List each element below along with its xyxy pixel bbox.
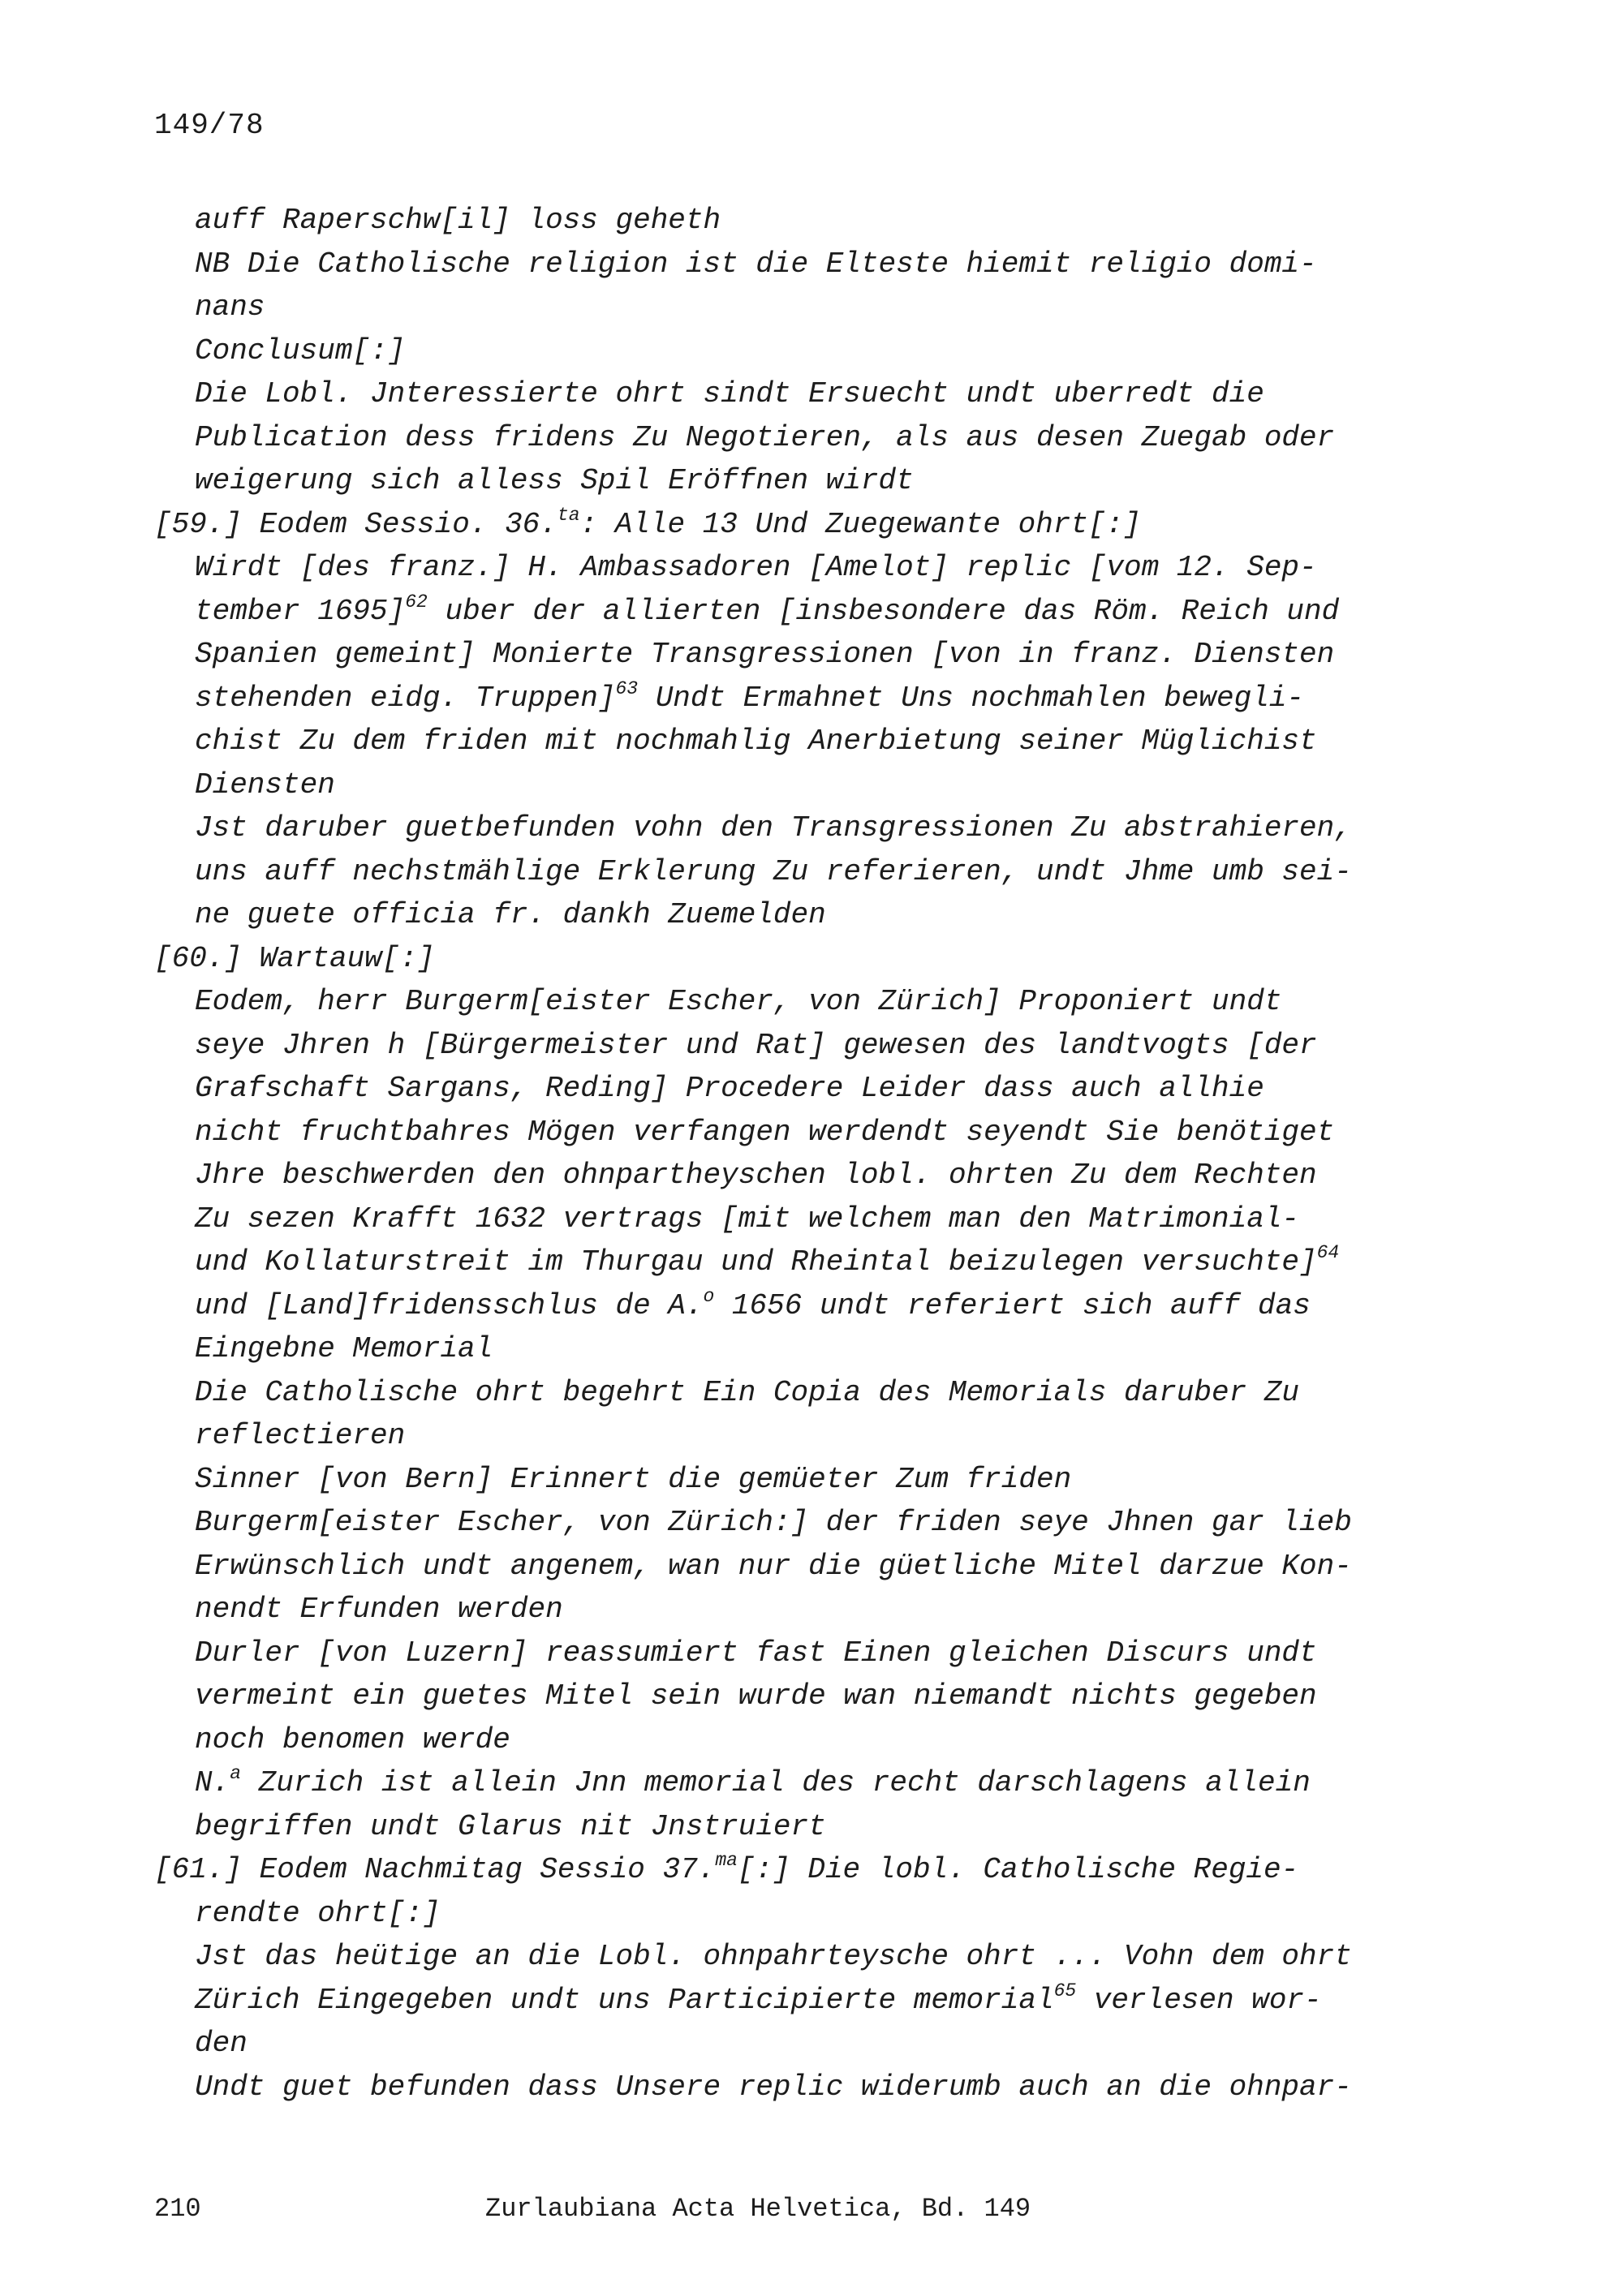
text-line [154, 1979, 1420, 2023]
superscript: 63 [615, 677, 639, 699]
text-line [154, 1935, 1420, 1979]
text-run: Sinner [von Bern] Erinnert die gemüeter Zum friden [195, 1462, 1072, 1496]
text-run: chist Zu dem friden mit nochmahlig Anerbietung seiner Müglichist [195, 724, 1317, 758]
text-line [154, 243, 1420, 286]
text-line [154, 416, 1420, 460]
text-run: Durler [von Luzern] reassumiert fast Einen gleichen Discurs undt [195, 1636, 1317, 1670]
text-run: [:] Die lobl. Catholische Regie- [737, 1853, 1299, 1886]
text-line [154, 806, 1420, 850]
text-run: Zürich Eingegeben undt uns Participierte memorial [195, 1983, 1054, 2017]
text-line [154, 850, 1420, 894]
text-run: vermeint ein guetes Mitel sein wurde wan niemandt nichts gegeben [195, 1679, 1317, 1713]
text-run: : Alle 13 Und Zuegewante ohrt[:] [579, 507, 1141, 541]
text-line [154, 329, 1420, 373]
text-run: Wirdt [des franz.] H. Ambassadoren [Amelot] replic [vom 12. Sep- [195, 551, 1317, 584]
text-line [154, 1414, 1420, 1458]
superscript: 64 [1316, 1242, 1340, 1263]
text-run: Conclusum[:] [195, 333, 406, 368]
text-line [154, 1371, 1420, 1415]
text-line [154, 199, 1420, 243]
text-run: Undt Ermahnet Uns nochmahlen bewegli- [638, 681, 1305, 715]
text-run: stehenden eidg. Truppen] [195, 681, 616, 715]
superscript: ma [715, 1850, 738, 1871]
text-run: begriffen undt Glarus nit Jnstruiert [195, 1809, 826, 1843]
text-line [154, 677, 1420, 720]
text-line [154, 1718, 1420, 1762]
text-line [154, 893, 1420, 937]
text-line [154, 286, 1420, 329]
journal-title: Zurlaubiana Acta Helvetica, Bd. 149 [485, 2194, 1031, 2224]
text-line [154, 1067, 1420, 1111]
text-run: uber der allierten [insbesondere das Röm. Reich und [427, 594, 1340, 628]
text-run: Die Lobl. Jnteressierte ohrt sindt Ersuecht undt uberredt die [195, 377, 1264, 411]
text-run: [59.] Eodem Sessio. 36. [154, 507, 558, 541]
text-run: den [195, 2027, 248, 2060]
text-run: reflectieren [195, 1419, 406, 1452]
text-run: nendt Erfunden werden [195, 1593, 563, 1626]
text-run: Zu sezen Krafft 1632 vertrags [mit welchem man den Matrimonial- [195, 1202, 1300, 1236]
text-run: Undt guet befunden dass Unsere replic widerumb auch an die ohnpar- [195, 2070, 1352, 2104]
text-line [154, 1458, 1420, 1502]
body-text [154, 199, 1420, 2109]
text-line [154, 590, 1420, 634]
superscript: 62 [405, 591, 428, 613]
text-run: Die Catholische ohrt begehrt Ein Copia des Memorials daruber Zu [195, 1375, 1300, 1409]
text-line [154, 372, 1420, 416]
text-run: Burgerm[eister Escher, von Zürich:] der friden seye Jhnen gar lieb [195, 1506, 1352, 1539]
text-run: noch benomen werde [195, 1722, 510, 1756]
text-run: Diensten [195, 767, 335, 802]
text-run: Erwünschlich undt angenem, wan nur die güetliche Mitel darzue Kon- [195, 1549, 1352, 1583]
text-line [154, 546, 1420, 590]
text-run: ne guete officia fr. dankh Zuemelden [195, 898, 826, 931]
text-run: [61.] Eodem Nachmitag Sessio 37. [154, 1853, 716, 1886]
text-line [154, 1240, 1420, 1284]
text-run: uns auff nechstmählige Erklerung Zu referieren, undt Jhme umb sei- [195, 854, 1352, 888]
text-line [154, 1632, 1420, 1675]
text-line [154, 1284, 1420, 1328]
text-run: Jhre beschwerden den ohnpartheyschen lobl. ohrten Zu dem Rechten [195, 1159, 1317, 1192]
text-line [154, 1761, 1420, 1805]
page-number: 210 [154, 2194, 201, 2224]
text-run: NB Die Catholische religion ist die Elteste hiemit religio domi- [195, 247, 1317, 281]
text-run: Spanien gemeint] Monierte Transgressionen [von in franz. Diensten [195, 638, 1335, 671]
text-run: weigerung sich alless Spil Eröffnen wirdt [195, 464, 914, 497]
text-run: seye Jhren h [Bürgermeister und Rat] gewesen des landtvogts [der [195, 1028, 1317, 1062]
text-line [154, 1111, 1420, 1154]
text-line [154, 1327, 1420, 1371]
superscript: o [703, 1285, 715, 1307]
text-line [154, 459, 1420, 503]
text-run: rendte ohrt[:] [195, 1896, 441, 1930]
text-line [154, 633, 1420, 677]
text-line [154, 2022, 1420, 2066]
superscript: a [230, 1763, 242, 1784]
text-line [154, 503, 1420, 547]
text-line [154, 763, 1420, 807]
folio-number: 149/78 [154, 109, 265, 142]
text-line [154, 1848, 1420, 1892]
text-run: Grafschaft Sargans, Reding] Procedere Leider dass auch allhie [195, 1072, 1264, 1105]
text-run: [60.] Wartauw[:] [154, 941, 435, 975]
text-run: Publication dess fridens Zu Negotieren, als aus desen Zuegab oder [195, 420, 1335, 454]
text-line [154, 1501, 1420, 1545]
text-run: Jst daruber guetbefunden vohn den Transgressionen Zu abstrahieren, [195, 811, 1352, 845]
text-line [154, 1197, 1420, 1241]
text-line [154, 1154, 1420, 1197]
text-line [154, 1024, 1420, 1068]
text-line [154, 1545, 1420, 1589]
text-run: verlesen wor- [1076, 1983, 1322, 2017]
text-run: N. [195, 1766, 230, 1799]
text-line [154, 1588, 1420, 1632]
text-run: 1656 undt referiert sich auff das [714, 1288, 1311, 1322]
text-run: und Kollaturstreit im Thurgau und Rheintal beizulegen versuchte] [195, 1245, 1317, 1279]
text-run: tember 1695] [195, 594, 406, 628]
text-run: auff Raperschw[il] loss geheth [195, 204, 721, 237]
text-line [154, 1805, 1420, 1849]
superscript: ta [557, 504, 580, 526]
text-line [154, 937, 1420, 981]
text-run: Eingebne Memorial [195, 1332, 493, 1365]
text-run: Zurich ist allein Jnn memorial des recht darschlagens allein [241, 1766, 1311, 1799]
text-run: nicht fruchtbahres Mögen verfangen werdendt seyendt Sie benötiget [195, 1115, 1335, 1149]
text-run: Jst das heütige an die Lobl. ohnpahrteysche ohrt ... Vohn dem ohrt [195, 1940, 1352, 1973]
text-line [154, 1892, 1420, 1936]
text-run: und [Land]fridensschlus de A. [195, 1288, 704, 1322]
text-run: nans [195, 290, 265, 324]
superscript: 65 [1053, 1980, 1077, 2001]
text-line [154, 1675, 1420, 1718]
text-line [154, 980, 1420, 1024]
text-line [154, 720, 1420, 763]
text-run: Eodem, herr Burgerm[eister Escher, von Zürich] Proponiert undt [195, 985, 1282, 1018]
text-line [154, 2066, 1420, 2109]
